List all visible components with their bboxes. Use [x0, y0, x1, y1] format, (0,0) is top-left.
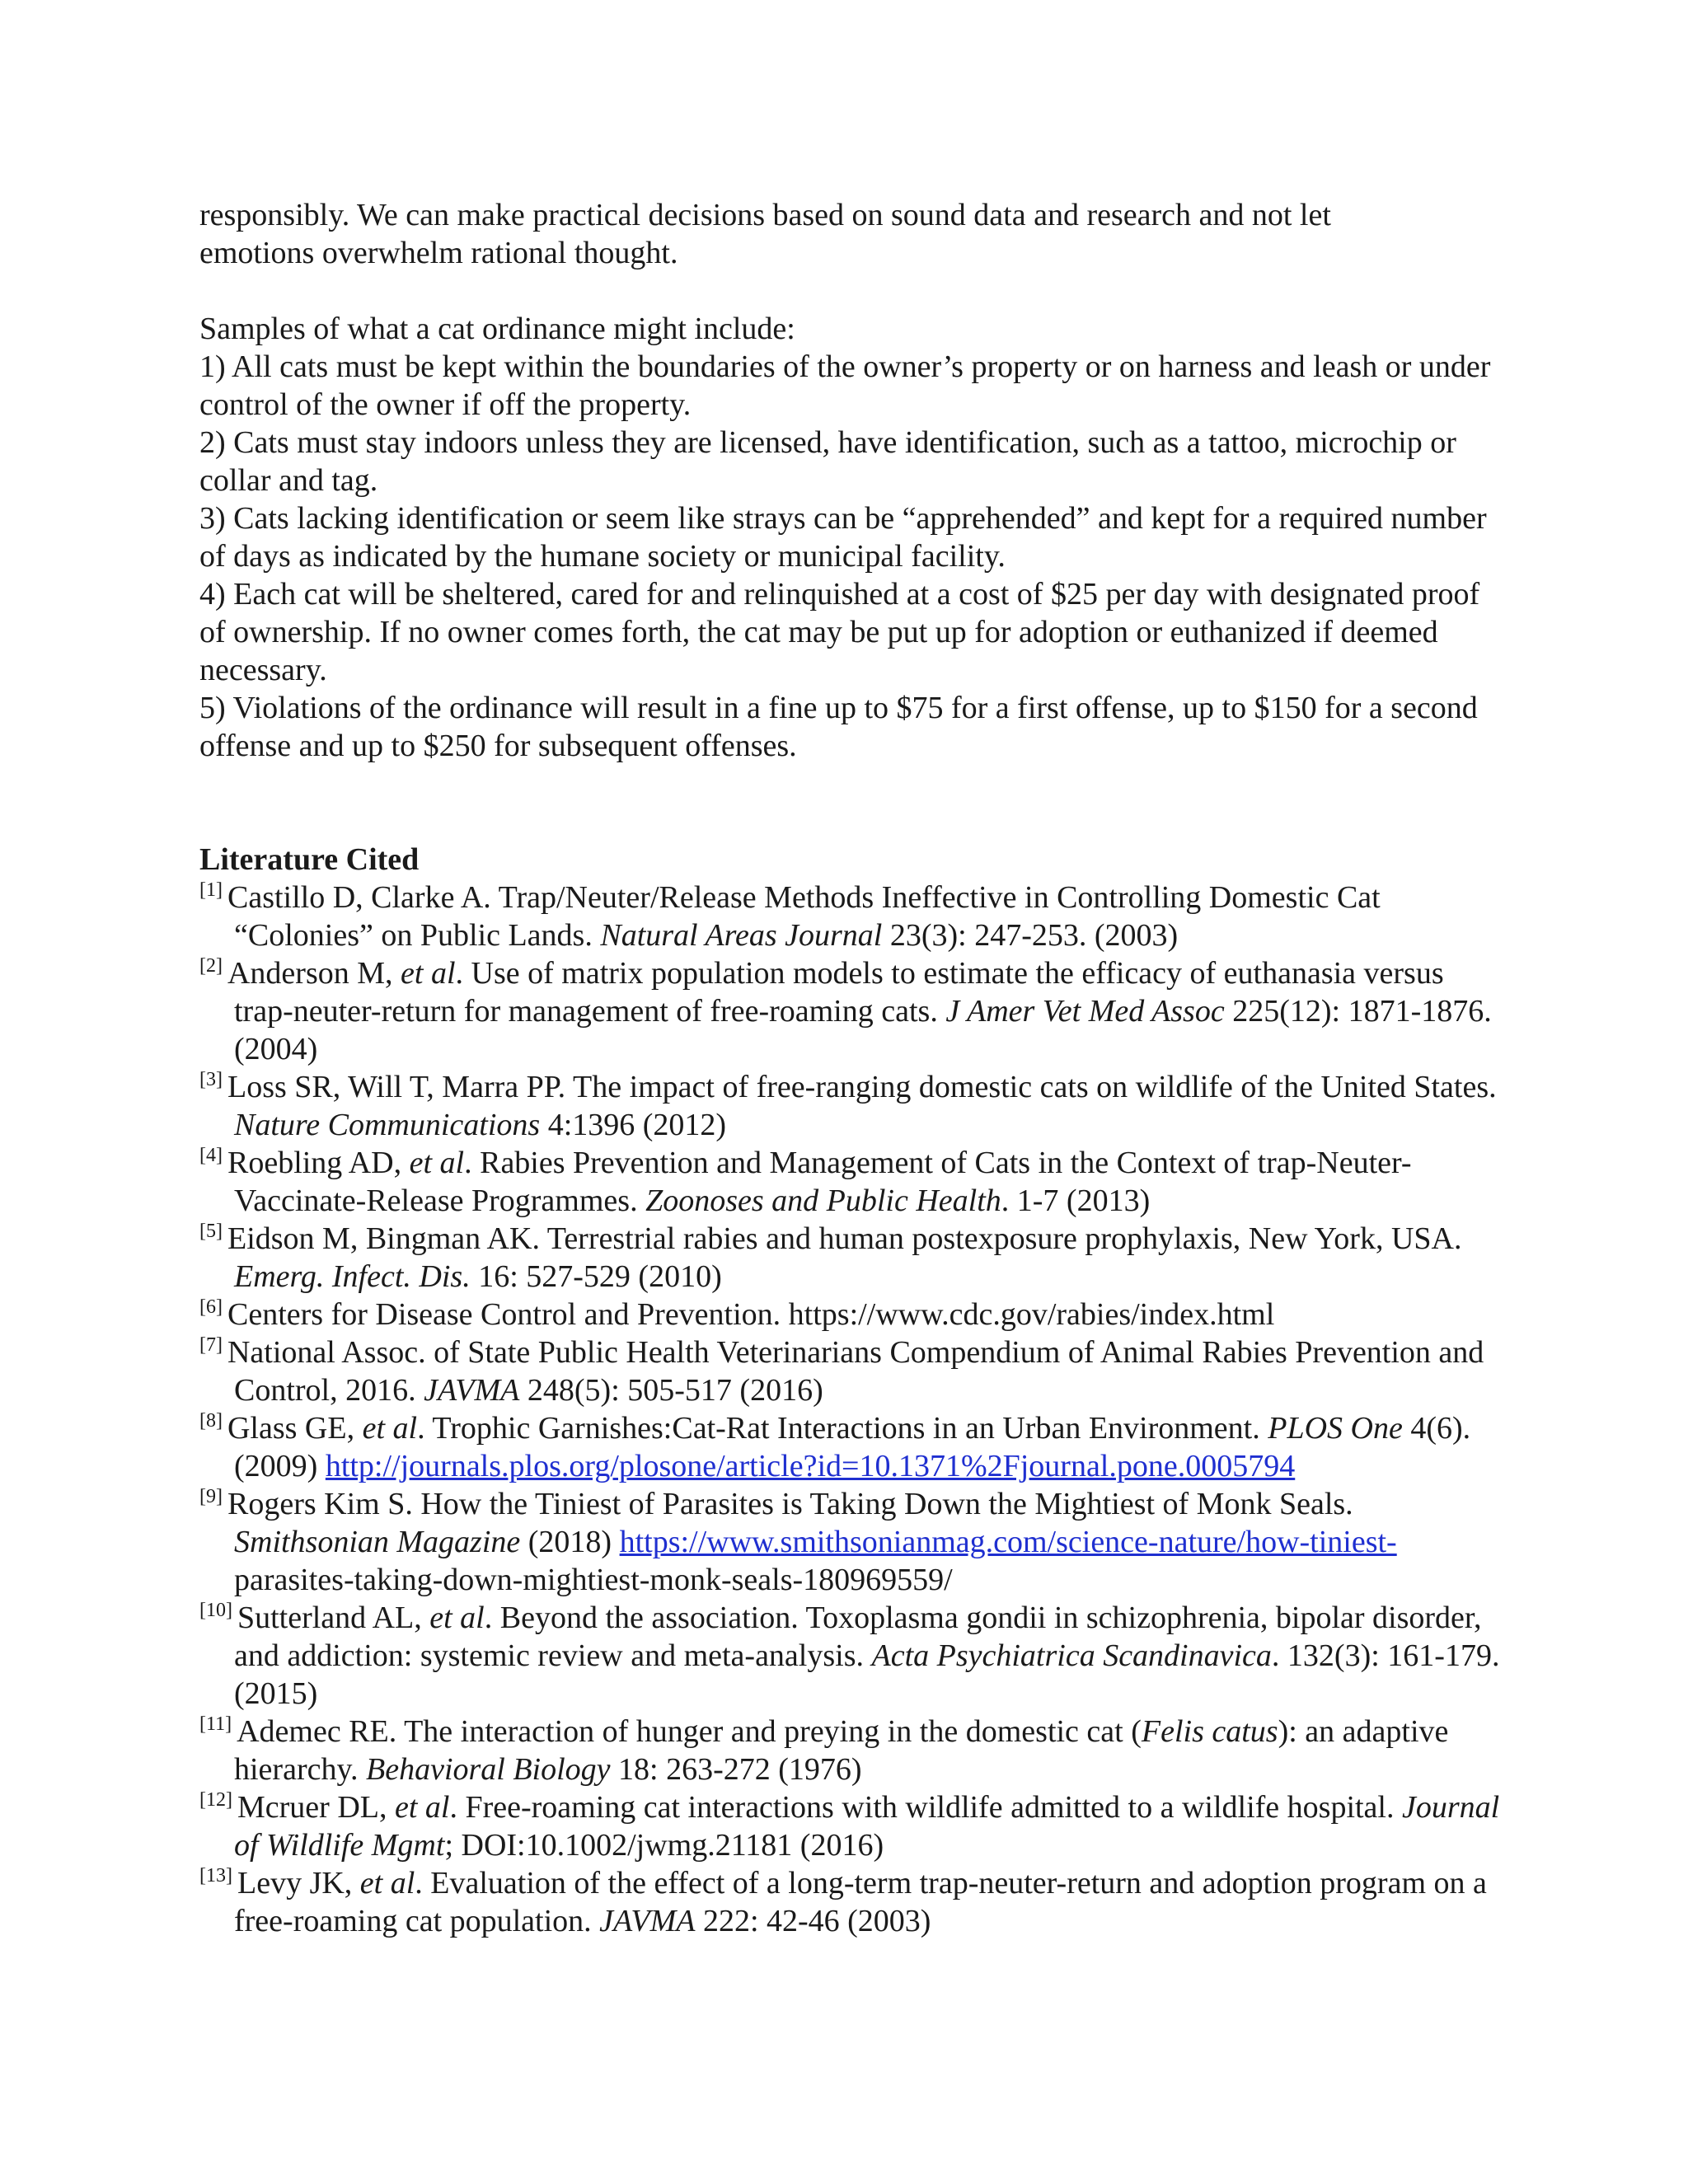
- reference-entry: [199, 1333, 1502, 1409]
- reference-text: Levy JK,: [237, 1866, 360, 1900]
- reference-entry: [199, 954, 1502, 1068]
- reference-entry: [199, 1296, 1502, 1333]
- reference-text: 4(6). (2009): [234, 1411, 1471, 1483]
- reference-italic: et al: [429, 1601, 485, 1635]
- reference-link[interactable]: http://journals.plos.org/plosone/article?id=10.1371%2Fjournal.pone.0005794: [325, 1449, 1296, 1483]
- reference-journal: Zoonoses and Public Health: [645, 1183, 1001, 1218]
- reference-text: parasites-taking-down-mightiest-monk-seals-180969559/: [234, 1563, 953, 1597]
- reference-entry: [199, 1864, 1502, 1940]
- reference-number: [1]: [199, 879, 223, 901]
- reference-text: Eidson M, Bingman AK. Terrestrial rabies and human postexposure prophylaxis, New York, USA.: [227, 1221, 1462, 1256]
- reference-journal: Journal of Wildlife Mgmt: [234, 1790, 1500, 1863]
- reference-text: . Free-roaming cat interactions with wildlife admitted to a wildlife hospital.: [449, 1790, 1402, 1825]
- document-page: [199, 196, 1502, 1940]
- reference-entry: [199, 1788, 1502, 1864]
- reference-text: 16: 527-529 (2010): [470, 1259, 722, 1294]
- reference-text: 4:1396 (2012): [540, 1108, 727, 1142]
- ordinance-item: 4) Each cat will be sheltered, cared for and relinquished at a cost of $25 per day with designated proof of ownership. If no owner comes forth, the cat may be put up for adoption or euthanized if deemed necessary.: [199, 577, 1480, 687]
- reference-journal: Natural Areas Journal: [600, 918, 883, 953]
- reference-text: Rogers Kim S. How the Tiniest of Parasites is Taking Down the Mightiest of Monk Seals.: [227, 1487, 1353, 1521]
- reference-journal: J Amer Vet Med Assoc: [945, 994, 1225, 1029]
- reference-italic: et al: [394, 1790, 450, 1825]
- reference-text: National Assoc. of State Public Health Veterinarians Compendium of Animal Rabies Prevention and Control, 2016.: [227, 1335, 1484, 1408]
- reference-entry: [199, 1599, 1502, 1713]
- samples-heading: Samples of what a cat ordinance might include:: [199, 312, 795, 346]
- reference-text: 248(5): 505-517 (2016): [519, 1373, 823, 1408]
- reference-text: . Use of matrix population models to estimate the efficacy of euthanasia versus trap-neuter-return for management of free-roaming cats.: [234, 956, 1444, 1029]
- reference-journal: Behavioral Biology: [366, 1752, 611, 1787]
- reference-text: . 132(3): 161-179. (2015): [234, 1638, 1500, 1711]
- reference-number: [10]: [199, 1600, 232, 1621]
- reference-italic: et al: [401, 956, 456, 991]
- literature-title: Literature Cited: [199, 842, 420, 877]
- reference-number: [12]: [199, 1789, 232, 1811]
- intro-paragraph: [199, 196, 1502, 272]
- reference-journal: Smithsonian Magazine: [234, 1525, 521, 1559]
- reference-entry: [199, 1220, 1502, 1296]
- reference-italic: et al: [409, 1146, 465, 1180]
- ordinance-item: 5) Violations of the ordinance will result in a fine up to $75 for a first offense, up to $150 for a second offense and up to $250 for subsequent offenses.: [199, 691, 1478, 763]
- intro-line: emotions overwhelm rational thought.: [199, 236, 678, 270]
- ordinance-item: 1) All cats must be kept within the boundaries of the owner’s property or on harness and leash or under control of the owner if off the property.: [199, 349, 1491, 422]
- reference-text: 18: 263-272 (1976): [610, 1752, 862, 1787]
- reference-journal: Acta Psychiatrica Scandinavica: [871, 1638, 1272, 1673]
- reference-number: [5]: [199, 1221, 223, 1242]
- reference-text: ): an adaptive hierarchy.: [234, 1714, 1449, 1787]
- reference-text: Roebling AD,: [227, 1146, 410, 1180]
- reference-journal: JAVMA: [424, 1373, 520, 1408]
- reference-text: 225(12): 1871-1876. (2004): [234, 994, 1492, 1066]
- reference-text: Ademec RE. The interaction of hunger and preying in the domestic cat (: [237, 1714, 1142, 1749]
- reference-number: [7]: [199, 1334, 223, 1356]
- reference-number: [8]: [199, 1410, 223, 1432]
- reference-text: Sutterland AL,: [237, 1601, 430, 1635]
- reference-number: [4]: [199, 1145, 223, 1166]
- reference-text: (2018): [520, 1525, 620, 1559]
- reference-text: Glass GE,: [227, 1411, 363, 1446]
- reference-text: 222: 42-46 (2003): [695, 1904, 931, 1938]
- literature-cited: [199, 841, 1502, 1940]
- reference-entry: [199, 1713, 1502, 1788]
- reference-number: [6]: [199, 1296, 223, 1318]
- reference-number: [3]: [199, 1069, 223, 1090]
- reference-text: Anderson M,: [227, 956, 401, 991]
- reference-text: Mcruer DL,: [237, 1790, 395, 1825]
- reference-number: [2]: [199, 955, 223, 977]
- reference-entry: [199, 1485, 1502, 1599]
- reference-entry: [199, 1144, 1502, 1220]
- reference-text: . Beyond the association. Toxoplasma gondii in schizophrenia, bipolar disorder, and addiction: systemic review and meta-analysis.: [234, 1601, 1482, 1673]
- reference-number: [13]: [199, 1865, 232, 1886]
- reference-journal: JAVMA: [599, 1904, 696, 1938]
- reference-text: . Trophic Garnishes:Cat-Rat Interactions in an Urban Environment.: [417, 1411, 1268, 1446]
- reference-text: Castillo D, Clarke A. Trap/Neuter/Release Methods Ineffective in Controlling Domestic Cat “Colonies” on Public Lands.: [227, 880, 1381, 953]
- reference-journal: PLOS One: [1268, 1411, 1403, 1446]
- reference-text: . Rabies Prevention and Management of Cats in the Context of trap-Neuter-Vaccinate-Release Programmes.: [234, 1146, 1412, 1218]
- reference-text: ; DOI:10.1002/jwmg.21181 (2016): [444, 1828, 884, 1863]
- reference-text: 23(3): 247-253. (2003): [882, 918, 1179, 953]
- reference-entry: [199, 1409, 1502, 1485]
- reference-text: Centers for Disease Control and Prevention. https://www.cdc.gov/rabies/index.html: [227, 1297, 1275, 1332]
- ordinance-samples: [199, 310, 1502, 765]
- reference-italic: et al: [362, 1411, 418, 1446]
- intro-line: responsibly. We can make practical decisions based on sound data and research and not let: [199, 198, 1331, 232]
- reference-journal: Emerg. Infect. Dis.: [234, 1259, 471, 1294]
- reference-entry: [199, 879, 1502, 954]
- reference-text: . 1-7 (2013): [1001, 1183, 1151, 1218]
- reference-italic: et al: [359, 1866, 415, 1900]
- reference-journal: Nature Communications: [234, 1108, 541, 1142]
- reference-text: Loss SR, Will T, Marra PP. The impact of free-ranging domestic cats on wildlife of the United States.: [227, 1070, 1497, 1104]
- reference-number: [11]: [199, 1713, 232, 1735]
- reference-text: . Evaluation of the effect of a long-term trap-neuter-return and adoption program on a free-roaming cat population.: [234, 1866, 1487, 1938]
- ordinance-item: 2) Cats must stay indoors unless they are licensed, have identification, such as a tattoo, microchip or collar and tag.: [199, 425, 1456, 498]
- reference-number: [9]: [199, 1486, 223, 1507]
- reference-italic: Felis catus: [1141, 1714, 1278, 1749]
- reference-list: [199, 879, 1502, 1940]
- reference-link[interactable]: https://www.smithsonianmag.com/science-nature/how-tiniest-: [619, 1525, 1397, 1559]
- ordinance-item: 3) Cats lacking identification or seem like strays can be “apprehended” and kept for a required number of days as indicated by the humane society or municipal facility.: [199, 501, 1487, 574]
- reference-entry: [199, 1068, 1502, 1144]
